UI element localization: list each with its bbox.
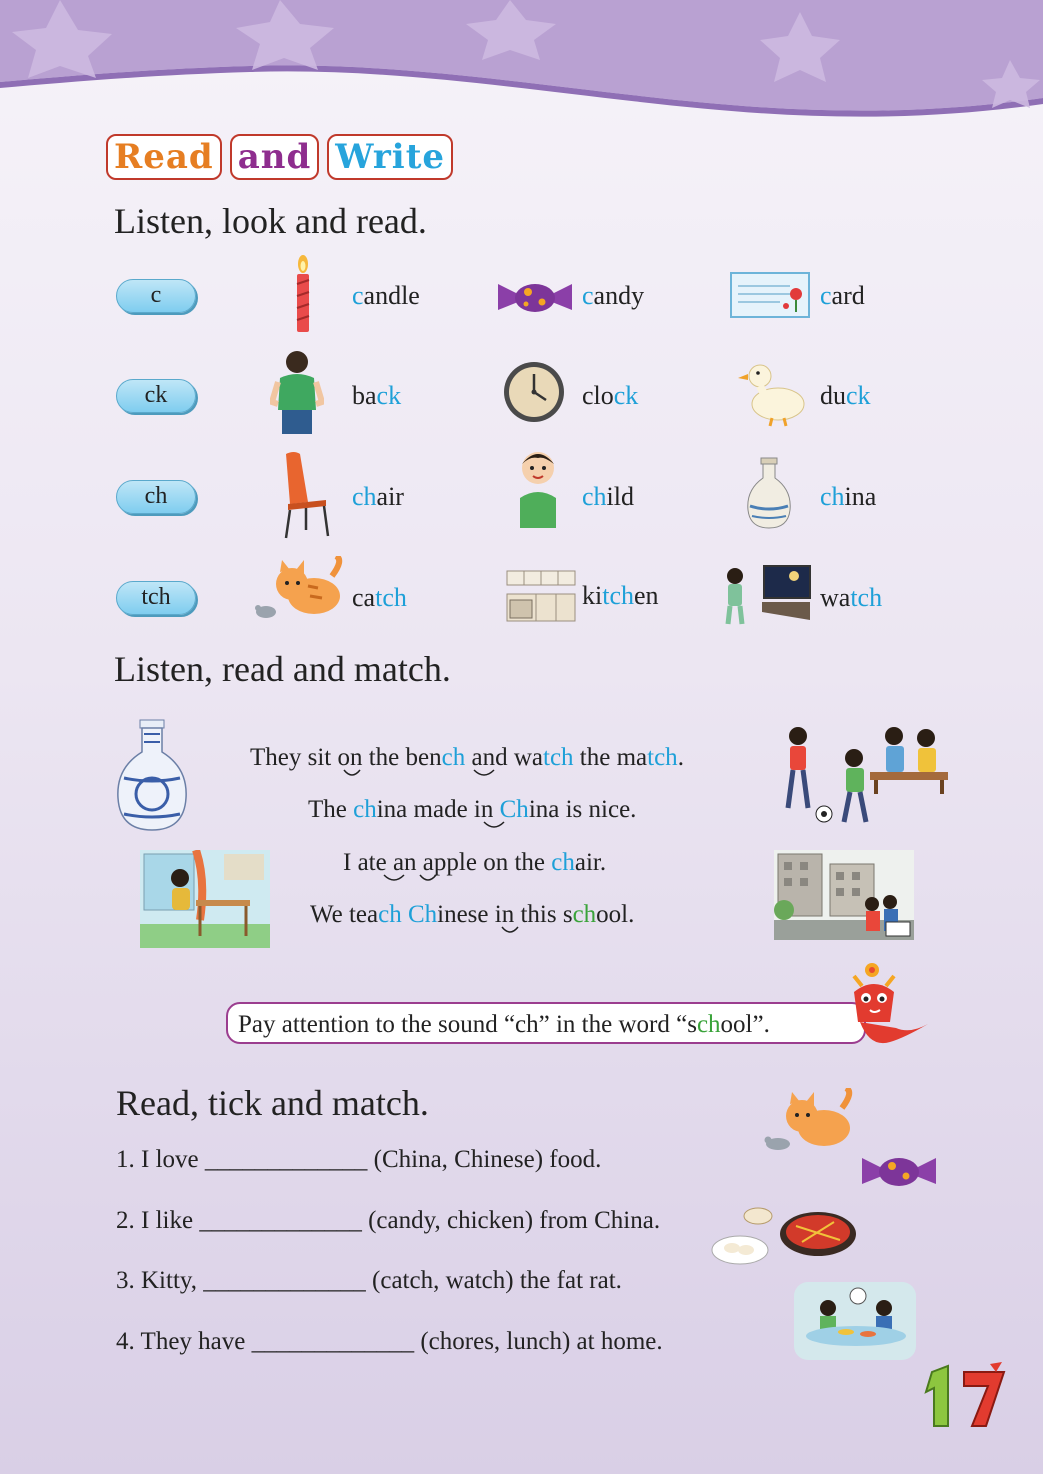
sentence-3: I ate an apple on the chair. — [343, 849, 607, 876]
dragon-mascot-icon — [840, 962, 932, 1052]
candy-match-icon — [862, 1154, 936, 1188]
word-chair: chair — [352, 482, 404, 511]
word-candy: candy — [582, 281, 645, 310]
sentence-4: We teach Chinese in this school. — [310, 901, 635, 928]
word-child: child — [582, 482, 634, 511]
word-card: card — [820, 281, 865, 310]
duck-icon — [738, 358, 808, 428]
chair-icon — [280, 450, 332, 540]
title-write-text: Write — [335, 137, 446, 177]
vase-icon — [744, 456, 794, 530]
liaison-marks-4 — [498, 925, 528, 937]
sentence-2: The china made in China is nice. — [308, 796, 637, 823]
candy-icon — [498, 280, 572, 314]
word-kitchen: kitchen — [582, 581, 659, 610]
watch-tv-icon — [722, 562, 812, 628]
word-watch: watch — [820, 583, 883, 612]
word-duck: duck — [820, 381, 871, 410]
boy-at-table-picture — [140, 850, 270, 948]
word-back: back — [352, 381, 402, 410]
sound-pill-c: c — [116, 279, 196, 313]
sound-pill-ch: ch — [116, 480, 196, 514]
kitchen-icon — [506, 570, 576, 622]
answer-blank-3[interactable]: _____________ — [203, 1267, 366, 1294]
page-number-ornament — [914, 1362, 1010, 1428]
candle-icon — [288, 254, 318, 334]
exercise-item-3: 3. Kitty, _____________ (catch, watch) the fat rat. — [116, 1267, 622, 1294]
sound-pill-ck: ck — [116, 379, 196, 413]
liaison-marks-3 — [380, 873, 450, 885]
word-catch: catch — [352, 583, 407, 612]
title-read — [106, 134, 222, 180]
answer-blank-2[interactable]: _____________ — [199, 1207, 362, 1234]
word-candle: candle — [352, 281, 420, 310]
title-and — [230, 134, 320, 180]
tip-note-box: Pay attention to the sound “ch” in the word “school”. — [226, 1002, 866, 1044]
card-icon — [730, 272, 810, 318]
cat-icon — [252, 556, 348, 624]
school-picture — [774, 850, 914, 940]
sound-pill-tch: tch — [116, 581, 196, 615]
title-write — [327, 134, 453, 180]
header-banner — [0, 0, 1043, 125]
word-clock: clock — [582, 381, 639, 410]
blue-white-vase-icon — [114, 718, 190, 834]
boy-back-icon — [270, 348, 324, 434]
answer-blank-4[interactable]: _____________ — [251, 1328, 415, 1355]
section-title — [106, 134, 453, 180]
liaison-marks-1 — [340, 768, 500, 780]
exercise-item-4: 4. They have _____________ (chores, lunch) at home. — [116, 1328, 663, 1355]
clock-icon — [502, 360, 566, 424]
heading-listen-read-match: Listen, read and match. — [114, 649, 451, 689]
liaison-marks-2 — [480, 820, 520, 832]
heading-read-tick-match: Read, tick and match. — [116, 1083, 429, 1123]
cat-catching-rat-icon — [762, 1088, 858, 1156]
exercise-item-1: 1. I love _____________ (China, Chinese) food. — [116, 1146, 602, 1173]
sentence-1: They sit on the bench and watch the match. — [250, 744, 684, 771]
family-lunch-picture — [794, 1282, 916, 1360]
exercise-item-2: 2. I like _____________ (candy, chicken) from China. — [116, 1207, 661, 1234]
title-read-text: Read — [114, 137, 214, 177]
word-china: china — [820, 482, 877, 511]
kids-playing-football-picture — [776, 722, 952, 828]
answer-blank-1[interactable]: _____________ — [204, 1146, 368, 1173]
child-icon — [514, 446, 564, 528]
title-and-text: and — [237, 137, 312, 177]
heading-listen-look-read: Listen, look and read. — [114, 201, 427, 241]
chinese-food-icon — [710, 1200, 860, 1268]
